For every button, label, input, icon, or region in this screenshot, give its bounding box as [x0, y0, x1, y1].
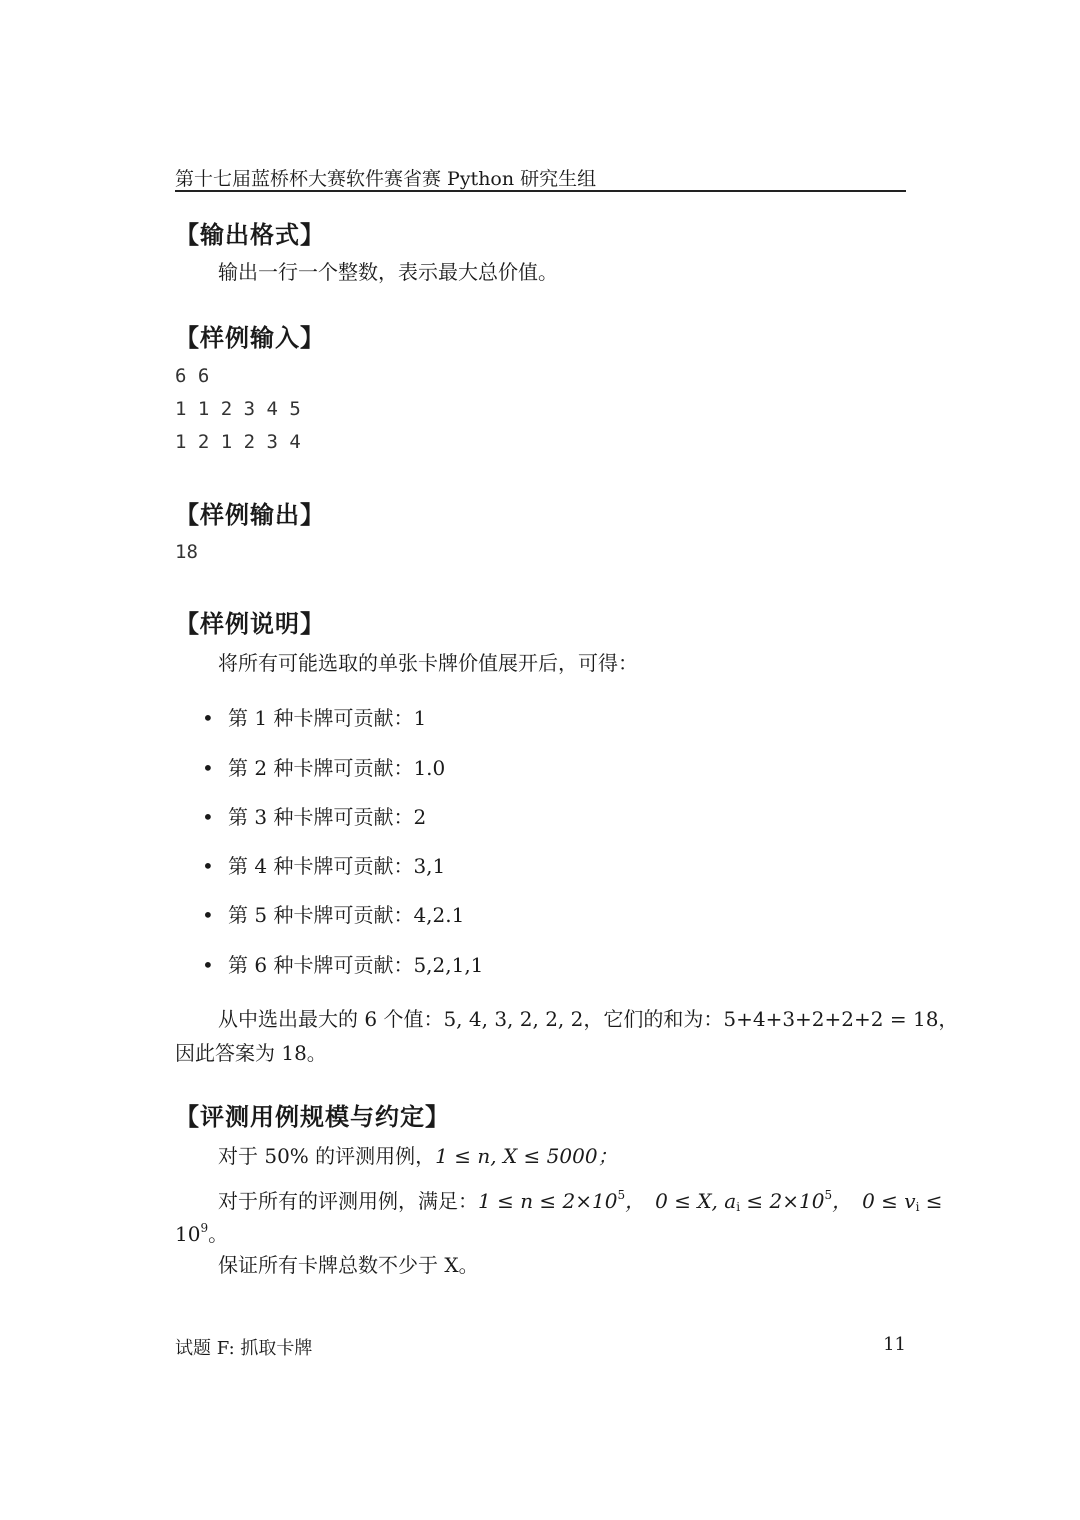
constraint-all: 对于所有的评测用例，满足：$1 \le n \le 2\times 10^5$， 0 ≤ X, $a_i \le 2\times 10^5$， $0 \le v_i$ ≤: [218, 1188, 943, 1214]
sample-input-line: 1 2 1 2 3 4: [175, 431, 301, 453]
sample-input-line: 1 1 2 3 4 5: [175, 398, 301, 420]
sample-input-title: 【样例输入】: [175, 324, 325, 352]
bullet-icon: •: [202, 706, 214, 730]
list-item: • 第 4 种卡牌可贡献：3,1: [202, 854, 446, 878]
sample-output-value: 18: [175, 541, 198, 563]
page-footer-title: 试题 F: 抓取卡牌: [175, 1338, 313, 1359]
list-item: • 第 3 种卡牌可贡献：2: [202, 805, 427, 829]
list-item: • 第 5 种卡牌可贡献：4,2.1: [202, 903, 465, 927]
bullet-icon: •: [202, 903, 214, 927]
explanation-title: 【样例说明】: [175, 610, 325, 638]
list-item: • 第 6 种卡牌可贡献：5,2,1,1: [202, 953, 484, 977]
explanation-intro: 将所有可能选取的单张卡牌价值展开后，可得：: [218, 651, 638, 675]
constraint-guarantee: 保证所有卡牌总数不少于 X。: [218, 1253, 479, 1277]
header-rule: [175, 190, 906, 192]
page-header: 第十七届蓝桥杯大赛软件赛省赛 Python 研究生组: [175, 168, 597, 190]
constraint-all-cont: $10^9$。: [175, 1221, 229, 1246]
list-item: • 第 2 种卡牌可贡献：1.0: [202, 756, 446, 780]
list-item: • 第 1 种卡牌可贡献：1: [202, 706, 427, 730]
bullet-icon: •: [202, 953, 214, 977]
constraint-partial: 对于 50% 的评测用例，1 ≤ n, X ≤ 5000；: [218, 1144, 618, 1168]
bullet-icon: •: [202, 756, 214, 780]
page-number: 11: [883, 1334, 906, 1355]
explanation-summary: 从中选出最大的 6 个值：5, 4, 3, 2, 2, 2，它们的和为：5+4+3+2+2+2 = 18，: [218, 1007, 959, 1031]
output-format-title: 【输出格式】: [175, 221, 325, 249]
bullet-icon: •: [202, 805, 214, 829]
sample-input-line: 6 6: [175, 365, 210, 387]
sample-output-title: 【样例输出】: [175, 501, 325, 529]
output-format-text: 输出一行一个整数，表示最大总价值。: [218, 260, 558, 284]
constraints-title: 【评测用例规模与约定】: [175, 1103, 450, 1131]
bullet-icon: •: [202, 854, 214, 878]
explanation-answer: 因此答案为 18。: [175, 1041, 327, 1065]
